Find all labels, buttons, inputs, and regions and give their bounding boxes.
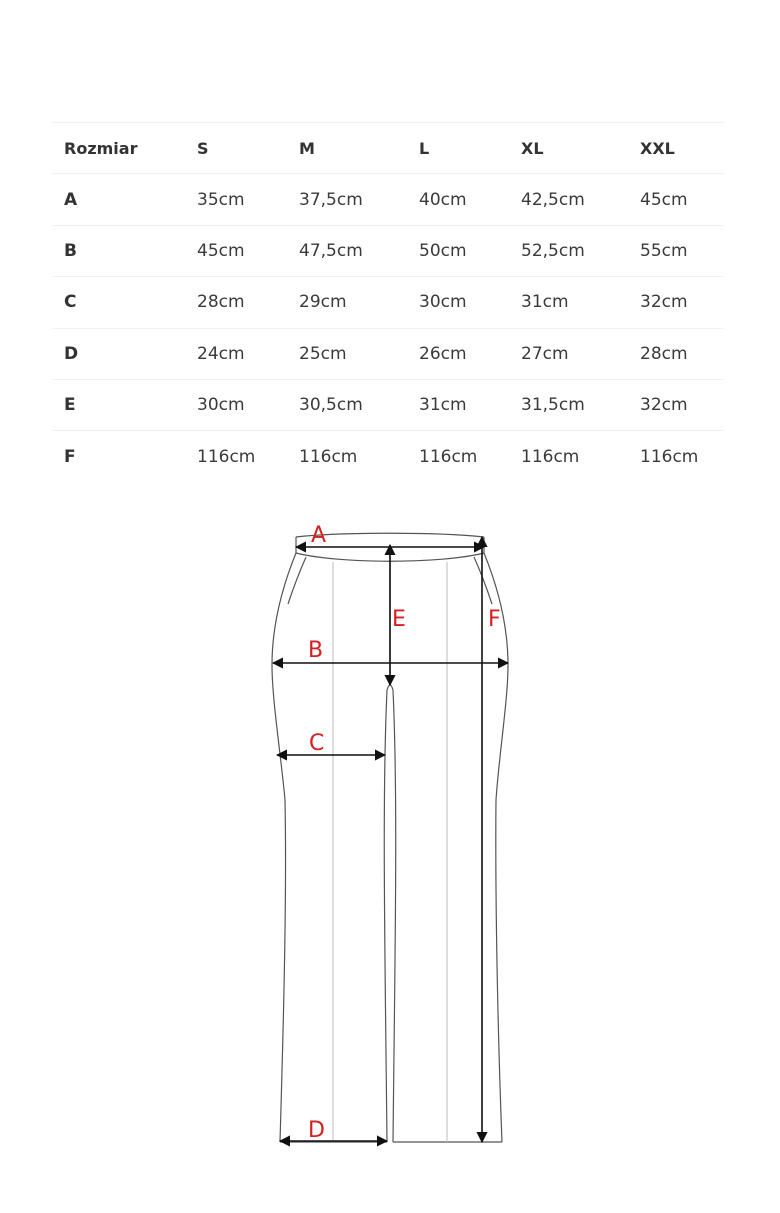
table-cell: 42,5cm	[521, 174, 640, 225]
left-leg-outer-seam	[272, 553, 296, 1142]
table-cell: 26cm	[419, 328, 521, 379]
header-cell: XL	[521, 123, 640, 174]
table-cell: 116cm	[299, 431, 419, 482]
table-cell: 35cm	[197, 174, 299, 225]
label-e: E	[392, 607, 406, 632]
table-cell: 30cm	[197, 379, 299, 430]
table-cell: E	[52, 379, 197, 430]
table-cell: 40cm	[419, 174, 521, 225]
table-cell: 116cm	[521, 431, 640, 482]
table-cell: 31cm	[419, 379, 521, 430]
table-cell: 116cm	[419, 431, 521, 482]
table-cell: 55cm	[640, 225, 724, 276]
label-f: F	[488, 607, 501, 632]
table-cell: 28cm	[197, 277, 299, 328]
table-cell: F	[52, 431, 197, 482]
table-cell: 32cm	[640, 379, 724, 430]
label-a: A	[311, 523, 327, 548]
table-cell: 37,5cm	[299, 174, 419, 225]
label-c: C	[309, 731, 325, 756]
label-b: B	[308, 638, 324, 663]
table-cell: 45cm	[640, 174, 724, 225]
table-cell: 50cm	[419, 225, 521, 276]
left-leg-inseam	[384, 690, 387, 1142]
header-cell: M	[299, 123, 419, 174]
header-cell: Rozmiar	[52, 123, 197, 174]
table-cell: 47,5cm	[299, 225, 419, 276]
label-d: D	[308, 1118, 325, 1143]
table-cell: 24cm	[197, 328, 299, 379]
table-cell: 30cm	[419, 277, 521, 328]
right-leg-inseam	[393, 690, 396, 1142]
table-cell: B	[52, 225, 197, 276]
table-cell: 27cm	[521, 328, 640, 379]
table-cell: 52,5cm	[521, 225, 640, 276]
measurement-labels	[308, 523, 501, 1143]
measurement-arrows	[273, 537, 508, 1142]
header-cell: L	[419, 123, 521, 174]
table-cell: 31cm	[521, 277, 640, 328]
table-cell: 30,5cm	[299, 379, 419, 430]
right-pocket	[474, 557, 492, 604]
table-cell: C	[52, 277, 197, 328]
header-cell: S	[197, 123, 299, 174]
table-cell: 116cm	[197, 431, 299, 482]
table-cell: 116cm	[640, 431, 724, 482]
table-cell: D	[52, 328, 197, 379]
table-cell: 29cm	[299, 277, 419, 328]
table-cell: A	[52, 174, 197, 225]
table-cell: 31,5cm	[521, 379, 640, 430]
table-cell: 25cm	[299, 328, 419, 379]
left-pocket	[288, 557, 306, 604]
table-cell: 32cm	[640, 277, 724, 328]
right-leg-outer-seam	[484, 553, 508, 1142]
table-cell: 28cm	[640, 328, 724, 379]
header-cell: XXL	[640, 123, 724, 174]
crotch-curve	[387, 685, 393, 690]
table-cell: 45cm	[197, 225, 299, 276]
